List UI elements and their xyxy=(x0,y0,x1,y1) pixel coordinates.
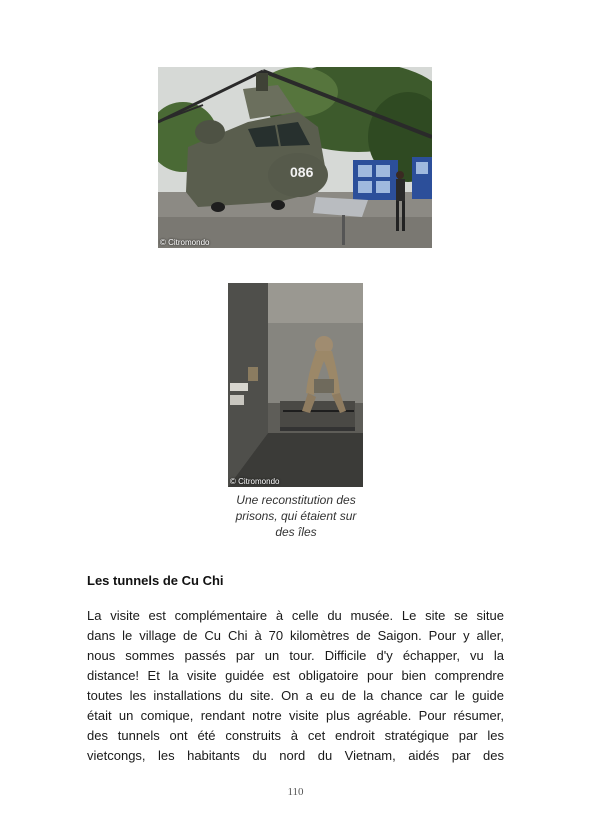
body-paragraph xyxy=(87,606,504,766)
helicopter-illustration xyxy=(158,67,432,248)
paragraph-line: dans le village de Cu Chi à 70 kilomètres de Saigon. Pour y aller, xyxy=(87,628,504,643)
prison-illustration xyxy=(228,283,363,487)
section-heading: Les tunnels de Cu Chi xyxy=(87,573,224,588)
caption-line: Une reconstitution des xyxy=(236,493,356,507)
caption-line: des îles xyxy=(275,525,317,539)
photo-caption xyxy=(226,492,366,540)
paragraph-line: vietcongs, les habitants du nord du Vietnam, aidés par des xyxy=(87,748,504,763)
paragraph-line: nous sommes passés par un tour. Difficile d'y échapper, vu la xyxy=(87,648,504,663)
paragraph-line: était un comique, rendant notre visite plus agréable. Pour résumer, xyxy=(87,708,504,723)
paragraph-line: toutes les installations du site. On a eu de la chance car le guide xyxy=(87,688,504,703)
helicopter-photo xyxy=(158,67,432,248)
paragraph-line: La visite est complémentaire à celle du musée. Le site se situe xyxy=(87,608,504,623)
page-number: 110 xyxy=(287,786,304,798)
paragraph-line: des tunnels ont été construits à cet endroit stratégique par les xyxy=(87,728,504,743)
prison-photo xyxy=(228,283,363,487)
photo-credit: © Citromondo xyxy=(160,238,210,247)
helicopter-tail-number: 086 xyxy=(290,164,314,180)
caption-line: prisons, qui étaient sur xyxy=(235,509,357,523)
photo-credit: © Citromondo xyxy=(230,477,280,486)
paragraph-line: distance! Et la visite guidée est obligatoire pour bien comprendre xyxy=(87,668,504,683)
